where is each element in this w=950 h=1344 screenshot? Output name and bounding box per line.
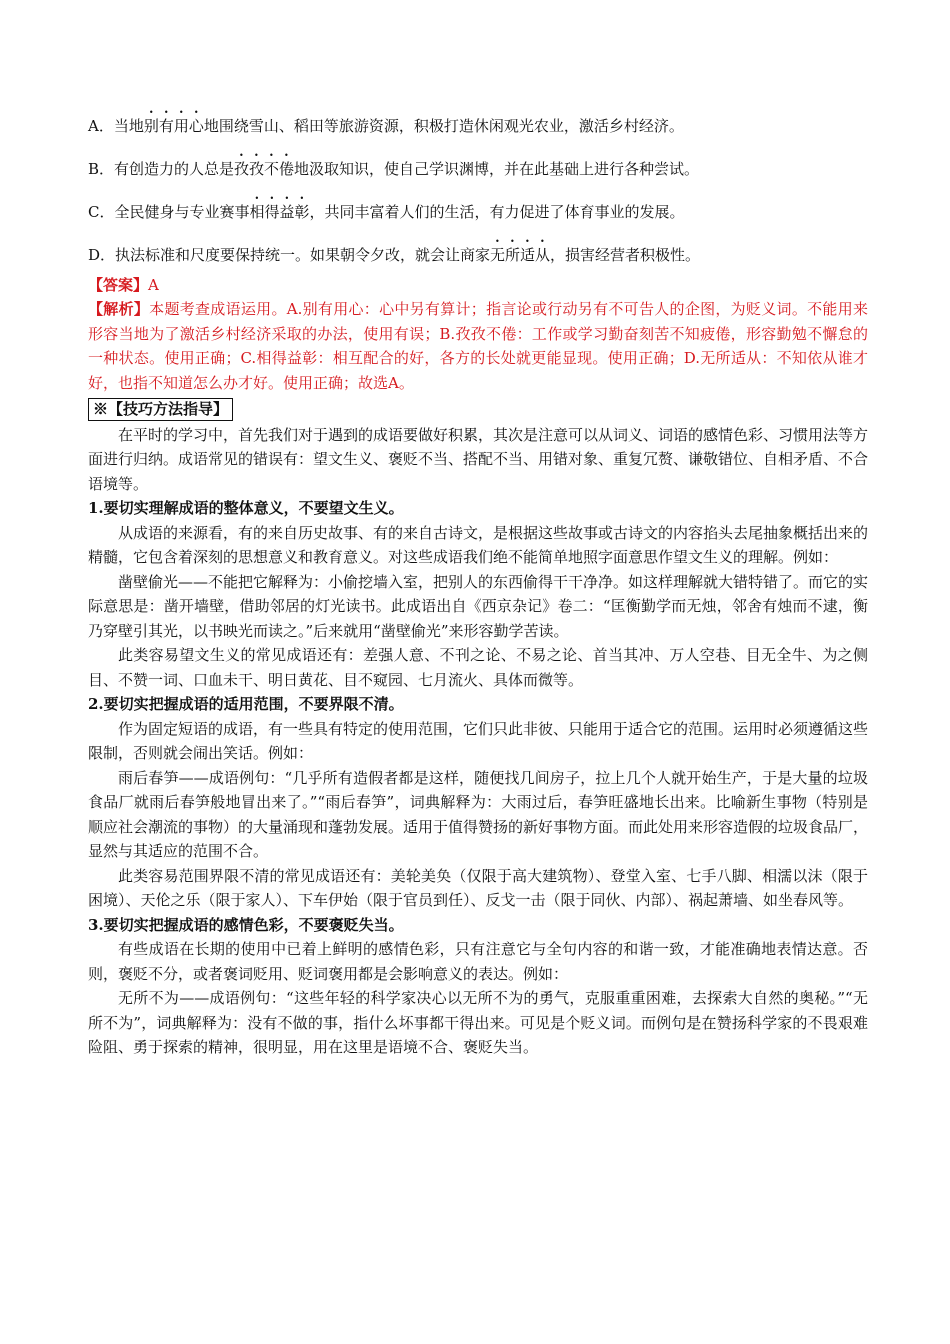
- option-c: [88, 194, 868, 224]
- option-idiom: 孜孜不倦: [234, 160, 295, 178]
- section-paragraph: 此类容易望文生义的常见成语还有：差强人意、不刊之论、不易之论、首当其冲、万人空巷、目无全牛、为之侧目、不赞一词、口血未干、明日黄花、目不窥园、七月流火、具体而微等。: [88, 646, 868, 689]
- section-heading-2: 2.要切实把握成语的适用范围，不要界限不清。: [88, 695, 404, 714]
- option-text: 地汲取知识，使自己学识渊博，并在此基础上进行各种尝试。: [294, 160, 700, 178]
- section-paragraph: 有些成语在长期的使用中已着上鲜明的感情色彩，只有注意它与全句内容的和谐一致，才能准确地表情达意。否则，褒贬不分，或者褒词贬用、贬词褒用都是会影响意义的表达。例如：: [88, 940, 868, 983]
- guide-title: ※【技巧方法指导】: [88, 398, 233, 421]
- section-paragraph: 雨后春笋——成语例句：“几乎所有造假者都是这样，随便找几间房子，拉上几个人就开始生产，于是大量的垃圾食品厂就雨后春笋般地冒出来了。”“雨后春笋”，词典解释为：大雨过后，春笋旺盛地长出来。比喻新生事物（特别是顺应社会潮流的事物）的大量涌现和蓬勃发展。适用于值得赞扬的新好事物方面。而此处用来形容造假的垃圾食品厂，显然与其适应的范围不合。: [88, 768, 869, 861]
- option-text: D．执法标准和尺度要保持统一。如果朝令夕改，就会让商家: [88, 246, 491, 264]
- option-text: B．有创造力的人总是: [88, 160, 235, 178]
- option-text: A．当地: [88, 117, 144, 135]
- analysis: [88, 297, 868, 396]
- guide-intro: 在平时的学习中，首先我们对于遇到的成语要做好积累，其次是注意可以从词义、词语的感情色彩、习惯用法等方面进行归纳。成语常见的错误有：望文生义、褒贬不当、搭配不当、用错对象、重复冗赘、谦敬错位、自相矛盾、不合语境等。: [88, 425, 869, 493]
- answer: [88, 273, 868, 297]
- analysis-text: 本题考查成语运用。A.别有用心：心中另有算计；指言论或行动另有不可告人的企图，为贬义词。不能用来形容当地为了激活乡村经济采取的办法，使用有误；B.孜孜不倦：工作或学习勤奋刻苦不知疲倦，形容勤勉不懈怠的一种状态。使用正确；C.相得益彰：相互配合的好，各方的长处就更能显现。使用正确；D.无所适从：不知依从谁才好，也指不知道怎么办才好。使用正确；故选A。: [88, 300, 868, 393]
- option-d: [88, 237, 868, 267]
- section-paragraph: 无所不为——成语例句：“这些年轻的科学家决心以无所不为的勇气，克服重重困难，去探索大自然的奥秘。”“无所不为”，词典解释为：没有不做的事，指什么坏事都干得出来。可见是个贬义词。而例句是在赞扬科学家的不畏艰难险阻、勇于探索的精神，很明显，用在这里是语境不合、褒贬失当。: [88, 989, 868, 1057]
- section-heading-3: 3.要切实把握成语的感情色彩，不要褒贬失当。: [88, 915, 404, 934]
- section-paragraph: 从成语的来源看，有的来自历史故事、有的来自古诗文，是根据这些故事或古诗文的内容掐头去尾抽象概括出来的精髓，它包含着深刻的思想意义和教育意义。对这些成语我们绝不能简单地照字面意思作望文生义的理解。例如：: [88, 523, 869, 567]
- answer-label: 【答案】: [88, 276, 149, 294]
- section-paragraph: 作为固定短语的成语，有一些具有特定的使用范围，它们只此非彼、只能用于适合它的范围。运用时必须遵循这些限制，否则就会闹出笑话。例如：: [88, 719, 869, 763]
- guide-title-box: [88, 396, 868, 423]
- analysis-label: 【解析】: [88, 300, 150, 318]
- section-paragraph: 此类容易范围界限不清的常见成语还有：美轮美奂（仅限于高大建筑物）、登堂入室、七手八脚、相濡以沫（限于困境）、天伦之乐（限于家人）、下车伊始（限于官员到任）、反戈一击（限于同伙、内部）、祸起萧墙、如坐春风等。: [88, 866, 868, 910]
- document-page: [88, 108, 868, 1060]
- option-text: 地围绕雪山、稻田等旅游资源，积极打造休闲观光农业，激活乡村经济。: [203, 117, 684, 135]
- option-text: ，共同丰富着人们的生活，有力促进了体育事业的发展。: [309, 203, 685, 221]
- answer-value: A: [148, 276, 159, 294]
- option-b: [88, 151, 868, 181]
- section-heading-1: 1.要切实理解成语的整体意义，不要望文生义。: [88, 499, 404, 518]
- question-options: [88, 108, 868, 267]
- option-idiom: 无所适从: [490, 246, 551, 264]
- option-idiom: 相得益彰: [249, 203, 310, 221]
- section-paragraph: 凿壁偷光——不能把它解释为：小偷挖墙入室，把别人的东西偷得干干净净。如这样理解就大错特错了。而它的实际意思是：凿开墙壁，借助邻居的灯光读书。此成语出自《西京杂记》卷二：“匡衡勤学而无烛，邻舍有烛而不逮，衡乃穿壁引其光，以书映光而读之。”后来就用“凿壁偷光”来形容勤学苦读。: [88, 572, 869, 640]
- option-a: [88, 108, 868, 138]
- option-text: ，损害经营者积极性。: [550, 246, 701, 264]
- option-text: C．全民健身与专业赛事: [88, 203, 250, 221]
- option-idiom: 别有用心: [143, 117, 204, 135]
